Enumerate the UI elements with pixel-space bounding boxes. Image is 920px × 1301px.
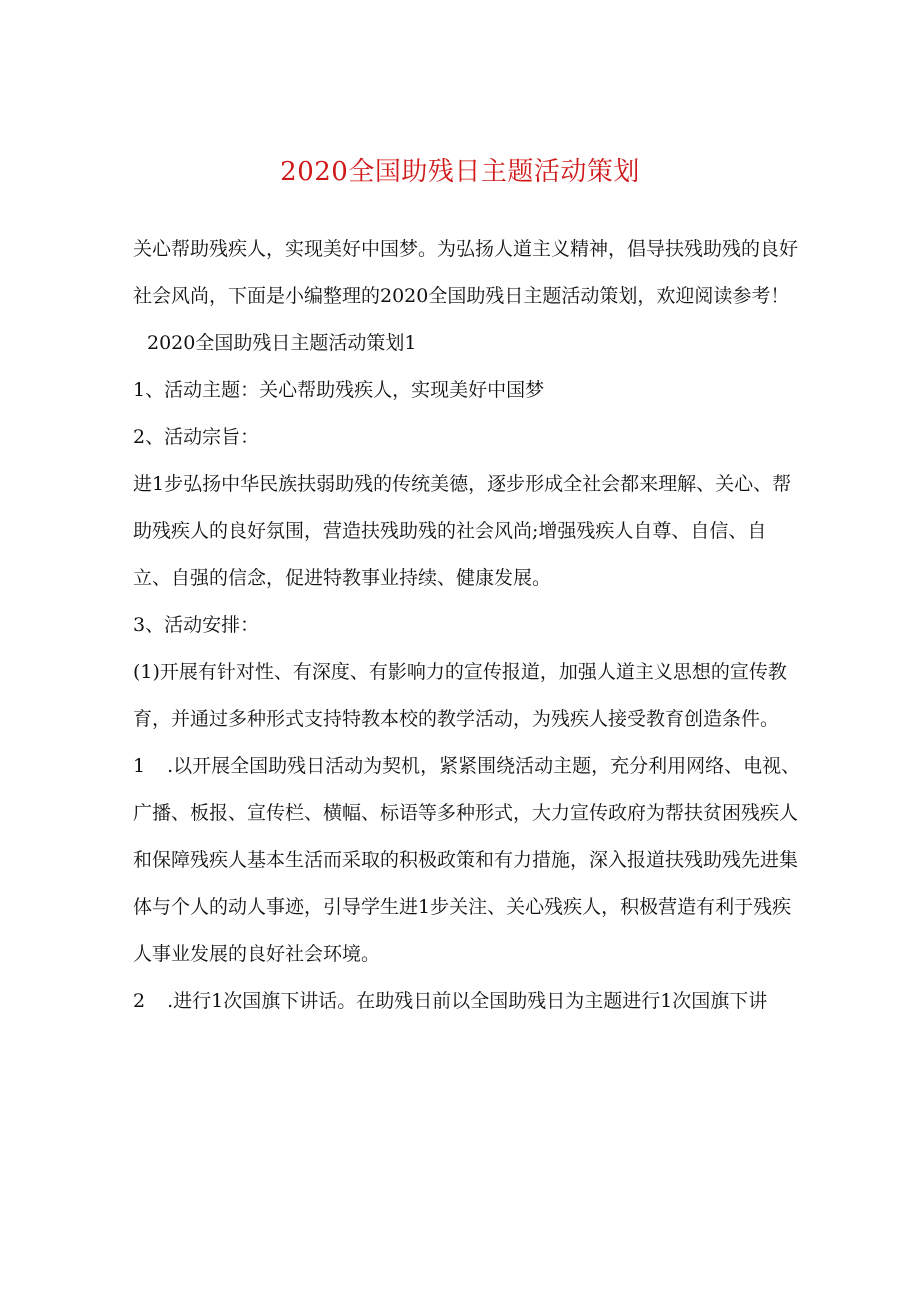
item-1-theme: 1、活动主题：关心帮助残疾人，实现美好中国梦 <box>133 379 545 401</box>
list-item-number: 1 <box>133 755 146 777</box>
item-2-body: 进1步弘扬中华民族扶弱助残的传统美德，逐步形成全社会都来理解、关心、帮助残疾人的良好氛围，营造扶残助残的社会风尚;增强残疾人自尊、自信、自立、自强的信念，促进特教事业持续、健康发展。 <box>133 473 792 589</box>
item-3-heading: 3、活动安排： <box>133 614 260 636</box>
item-2-heading: 2、活动宗旨： <box>133 426 260 448</box>
intro-paragraph: 关心帮助残疾人，实现美好中国梦。为弘扬人道主义精神，倡导扶残助残的良好社会风尚，下面是小编整理的2020全国助残日主题活动策划，欢迎阅读参考！ <box>133 238 799 307</box>
list-item <box>133 978 801 1025</box>
section-subtitle: 2020全国助残日主题活动策划1 <box>147 332 417 354</box>
document-body <box>133 226 801 1025</box>
list-item-number: 2 <box>133 990 146 1012</box>
document-title: 2020全国助残日主题活动策划 <box>280 157 640 187</box>
list-item <box>133 743 801 978</box>
list-item-text: .以开展全国助残日活动为契机，紧紧围绕活动主题，充分利用网络、电视、广播、板报、宣传栏、横幅、标语等多种形式，大力宣传政府为帮扶贫困残疾人和保障残疾人基本生活而采取的积极政策和有力措施，深入报道扶残助残先进集体与个人的动人事迹，引导学生进1步关注、关心残疾人，积极营造有利于残疾人事业发展的良好社会环境。 <box>133 755 801 965</box>
list-item-text: .进行1次国旗下讲话。在助残日前以全国助残日为主题进行1次国旗下讲 <box>167 990 768 1012</box>
item-3-sub-1: (1)开展有针对性、有深度、有影响力的宣传报道，加强人道主义思想的宣传教育，并通过多种形式支持特教本校的教学活动，为残疾人接受教育创造条件。 <box>133 661 787 730</box>
